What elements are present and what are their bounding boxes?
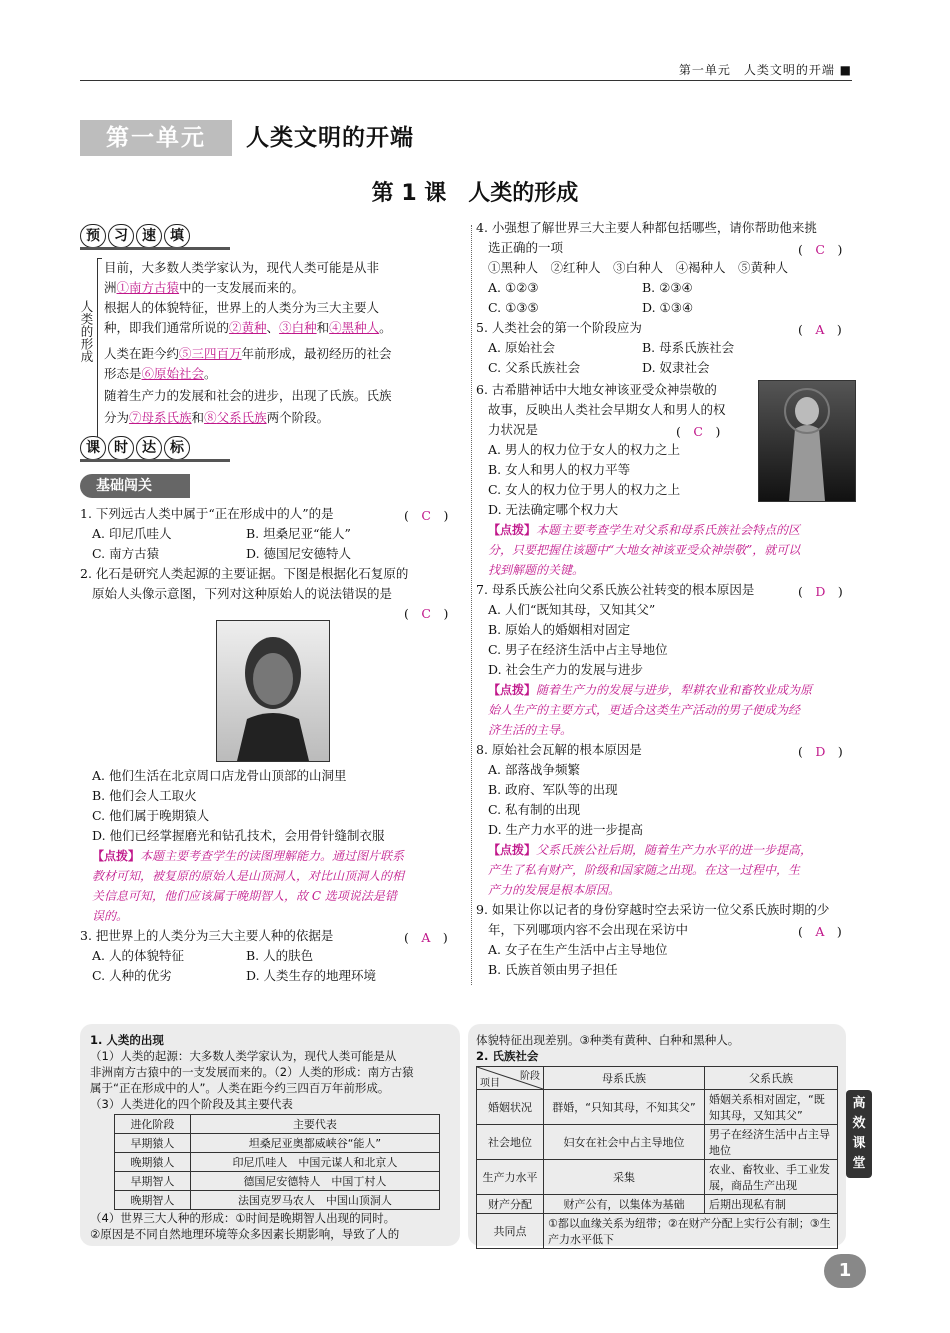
section-char: 速 xyxy=(136,224,162,248)
running-header xyxy=(80,58,852,81)
section-char: 填 xyxy=(164,224,190,248)
page-number: 1 xyxy=(824,1254,866,1288)
table-row: 社会地位 妇女在社会中占主导地位 男子在经济生活中占主导地位 xyxy=(477,1125,838,1160)
table-row: 晚期猿人 印尼爪哇人 中国元谋人和北京人 xyxy=(115,1153,440,1172)
table-row: 财产分配 财产公有，以集体为基础 后期出现私有制 xyxy=(477,1195,838,1214)
left-questions: 1. 下列远古人类中属于“正在形成中的人”的是 ( C ) A. 印尼爪哇人 B. 坦桑尼亚“能人” C. 南方古猿 D. 德国尼安德特人 2. 化石是研究人类起源的主要证据。下图是根据化石复原的 原始人头像示意图，下列对这种原始人的说法错误的是 ( C ) A. 他们生活在北京周口店龙骨山顶部的山洞里 B. 他们会人工取火 C. 他们属于晚期猿人 D. 他们已经掌握磨光和钻孔技术，会用骨针缝制衣服 【点拨】本题主要考查学生的读图理解能力。通过图片联系 教材可知，被复原的原始人是山顶洞人，对比山顶洞人的相 关信息可知，他们应该属于晚期智人，故 C 选项说法是错 误的。 3. 把世界上的人类分为三大主要人种的依据是 ( A ) A. 人的体貌特征 B. 人的肤色 C. 人种的优劣 D. 人类生存的地理环境 xyxy=(80,506,449,983)
blank-2: ②黄种 xyxy=(229,320,267,335)
blank-6: ⑥原始社会 xyxy=(141,366,205,381)
table-row: 共同点 ①都以血缘关系为纽带；②在财产分配上实行公有制；③生产力水平低下 xyxy=(477,1214,838,1249)
clan-table: 阶段 项目 母系氏族 父系氏族 婚姻状况 群婚，“只知其母，不知其父” 婚姻关系相对固定，“既知其母，又知其父” 社会地位 妇女在社会中占主导地位 男子在经济生活中占主导地位 生产力水平 采集 农业、畜牧业、手工业发展，商品生产出现 财产分配 财产公有，以集体为基础 后期出现私有制 共同点 ①都以血缘关系为纽带；②在财产分配上实行公有制；③生产力水平低下 xyxy=(476,1066,838,1249)
blank-7: ⑦母系氏族 xyxy=(129,410,192,425)
side-label: 人类的形成 xyxy=(79,300,94,363)
unit-title: 人类文明的开端 xyxy=(246,125,414,151)
section-char: 标 xyxy=(164,436,190,460)
section-char: 达 xyxy=(136,436,162,460)
table-row: 婚姻状况 群婚，“只知其母，不知其父” 婚姻关系相对固定，“既知其母，又知其父” xyxy=(477,1090,838,1125)
side-tab: 高 效 课 堂 xyxy=(846,1090,872,1178)
blank-3: ③白种 xyxy=(279,320,317,335)
running-title: 第一单元 人类文明的开端 ■ xyxy=(678,63,852,77)
basic-tag: 基础闯关 xyxy=(80,474,190,498)
brace xyxy=(97,258,102,442)
table-row: 生产力水平 采集 农业、畜牧业、手工业发展，商品生产出现 xyxy=(477,1160,838,1195)
summary-box-left: 1. 人类的出现 （1）人类的起源：大多数人类学家认为，现代人类可能是从 非洲南方古猿中的一支发展而来的。（2）人类的形成：南方古猿 属于“正在形成中的人”。人类在距今约三四百万年前形成。 （3）人类进化的四个阶段及其主要代表 进化阶段 主要代表 早期猿人 坦桑尼亚奥都威峡谷“能人” 晚期猿人 印尼爪哇人 中国元谋人和北京人 早期智人 德国尼安德特人 中国丁村人 晚期智人 法国克罗马农人 中国山顶洞人 （4）世界三大人种的形成：①时间是晚期智人出现的同时。 ②原因是不同自然地理环境等众多因素长期影响，导致了人的 xyxy=(80,1024,460,1246)
table-row: 早期智人 德国尼安德特人 中国丁村人 xyxy=(115,1172,440,1191)
column-divider xyxy=(471,225,472,985)
evolution-table: 进化阶段 主要代表 早期猿人 坦桑尼亚奥都威峡谷“能人” 晚期猿人 印尼爪哇人 中国元谋人和北京人 早期智人 德国尼安德特人 中国丁村人 晚期智人 法国克罗马农人 中国山顶洞人 xyxy=(114,1114,440,1210)
table-row: 早期猿人 坦桑尼亚奥都威峡谷“能人” xyxy=(115,1134,440,1153)
table-row: 晚期智人 法国克罗马农人 中国山顶洞人 xyxy=(115,1191,440,1210)
unit-label: 第一单元 xyxy=(80,120,232,156)
section-preview xyxy=(80,224,230,248)
right-questions: 4. 小强想了解世界三大主要人种都包括哪些，请你帮助他来挑 选正确的一项 ( C ) ①黑种人 ②红种人 ③白种人 ④褐种人 ⑤黄种人 A. ①②③ B. ②③④ C. ①③⑤ D. ①③④ 5. 人类社会的第一个阶段应为 ( A ) A. 原始社会 B. 母系氏族社会 C. 父系氏族社会 D. 奴隶社会 6. 古希腊神话中大地女神该亚受众神崇敬的 故事，反映出人类社会早期女人和男人的权 力状况是 ( C ) A. 男人的权力位于女人的权力之上 B. 女人和男人的权力平等 C. 女人的权力位于男人的权力之上 D. 无法确定哪个权力大 【点拨】本题主要考查学生对父系和母系氏族社会特点的区 分，只要把握住该题中“大地女神该亚受众神崇敬”，就可以 找到解题的关键。 7. 母系氏族公社向父系氏族公社转变的根本原因是 ( D ) A. 人们“既知其母，又知其父” B. 原始人的婚姻相对固定 C. 男子在经济生活中占主导地位 D. 社会生产力的发展与进步 【点拨】随着生产力的发展与进步，犁耕农业和畜牧业成为原 始人生产的主要方式，更适合这类生产活动的男子便成为经 济生活的主导。 8. 原始社会瓦解的根本原因是 ( D ) A. 部落战争频繁 B. 政府、军队等的出现 C. 私有制的出现 D. 生产力水平的进一步提高 【点拨】父系氏族公社后期，随着生产力水平的进一步提高， 产生了私有财产，阶级和国家随之出现。在这一过程中，生 产力的发展是根本原因。 9. 如果让你以记者的身份穿越时空去采访一位父系氏族时期的少 年，下列哪项内容不会出现在采访中 ( A ) A. 女子在生产生活中占主导地位 B. 氏族首领由男子担任 xyxy=(476,220,843,977)
caveman-bust-image xyxy=(216,620,330,762)
blank-8: ⑧父系氏族 xyxy=(204,410,267,425)
section-char: 习 xyxy=(108,224,134,248)
section-practice xyxy=(80,436,230,460)
section-char: 预 xyxy=(80,224,106,248)
lesson-title: 第 1 课 人类的形成 xyxy=(371,181,579,206)
blank-1: ①南方古猿 xyxy=(116,280,180,295)
blank-4: ④黑种人 xyxy=(329,320,380,335)
summary-box-right: 体貌特征出现差别。③种类有黄种、白种和黑种人。 2. 氏族社会 阶段 项目 母系氏族 父系氏族 婚姻状况 群婚，“只知其母，不知其父” 婚姻关系相对固定，“既知其母，又知其父” 社会地位 妇女在社会中占主导地位 男子在经济生活中占主导地位 生产力水平 采集 农业、畜牧业、手工业发展，商品生产出现 财产分配 财产公有，以集体为基础 后期出现私有制 共同点 ①都以血缘关系为纽带；②在财产分配上实行公有制；③生产力水平低下 xyxy=(468,1024,846,1246)
earth-goddess-image xyxy=(758,380,856,502)
section-char: 时 xyxy=(108,436,134,460)
blank-5: ⑤三四百万 xyxy=(179,346,242,361)
section-char: 课 xyxy=(80,436,106,460)
